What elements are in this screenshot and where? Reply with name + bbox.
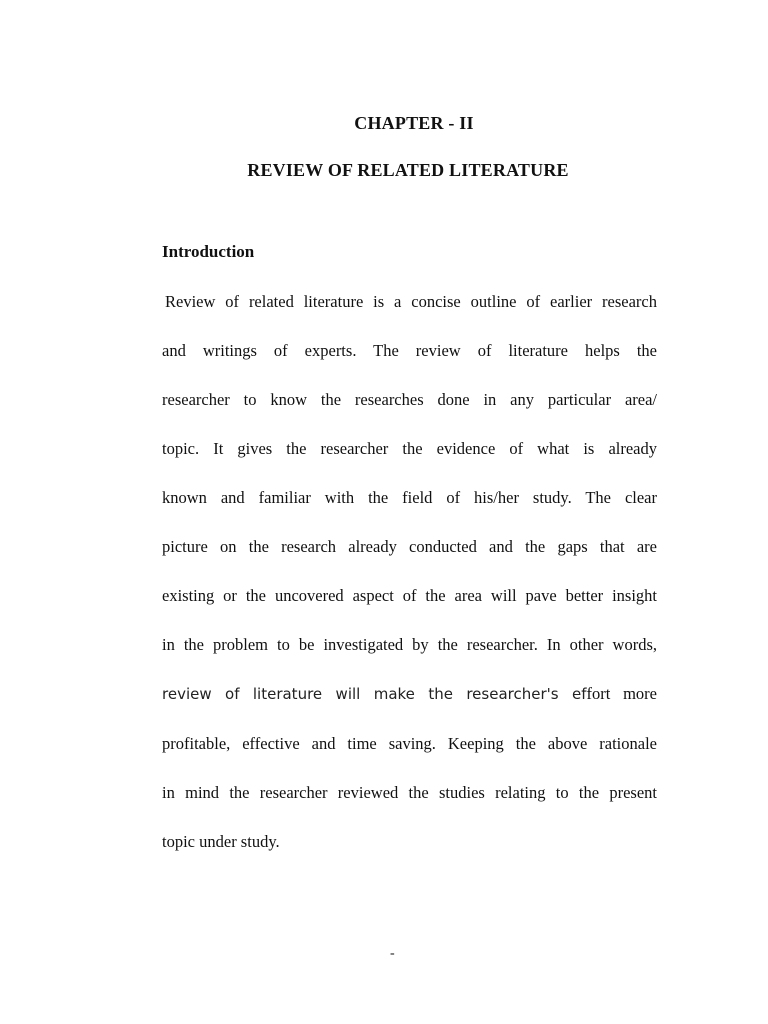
paragraph-line: profitable, effective and time saving. Keeping the above rationale	[162, 734, 657, 753]
paragraph-line: in the problem to be investigated by the researcher. In other words,	[162, 635, 657, 654]
page-number: -	[390, 946, 395, 961]
section-heading: Introduction	[162, 242, 255, 261]
paragraph-line: Review of related literature is a concise outline of earlier research	[165, 292, 657, 311]
paragraph-line: topic under study.	[162, 832, 280, 851]
chapter-number: CHAPTER - II	[354, 113, 474, 133]
paragraph-line: known and familiar with the field of his/her study. The clear	[162, 488, 657, 507]
chapter-title: REVIEW OF RELATED LITERATURE	[247, 160, 569, 180]
paragraph-line: researcher to know the researches done in any particular area/	[162, 390, 657, 409]
serif-run: fort more	[586, 684, 657, 703]
paragraph-line: existing or the uncovered aspect of the area will pave better insight	[162, 586, 657, 605]
paragraph-line: topic. It gives the researcher the evidence of what is already	[162, 439, 657, 458]
paragraph-line-mixed-font	[162, 684, 657, 704]
mixed-font-run: review of literature will make the researcher's ef	[162, 685, 587, 703]
paragraph-line: and writings of experts. The review of literature helps the	[162, 341, 657, 360]
paragraph-line: picture on the research already conducted and the gaps that are	[162, 537, 657, 556]
paragraph-line: in mind the researcher reviewed the studies relating to the present	[162, 783, 657, 802]
